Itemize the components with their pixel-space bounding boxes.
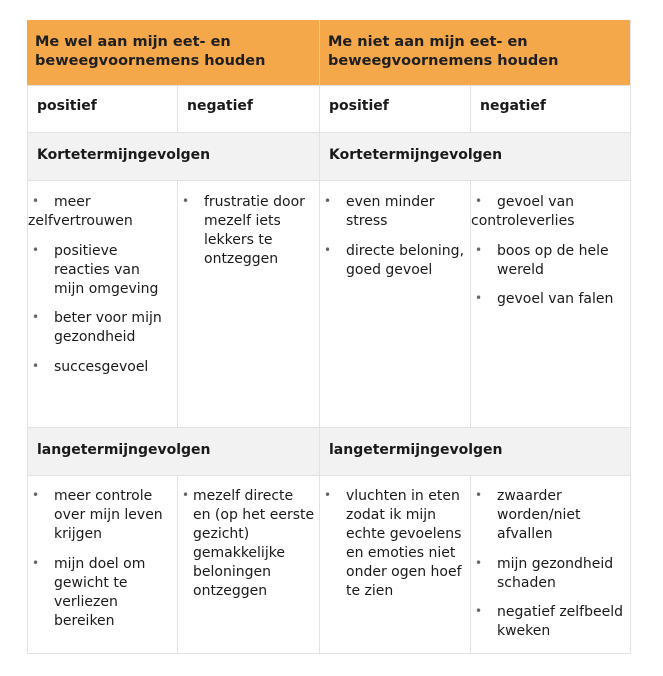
section-label: Kortetermijngevolgen (329, 147, 503, 163)
list-item-text: meer controle over mijn leven krijgen (54, 488, 163, 542)
header-niet-title: Me niet aan mijn eet- en beweegvoornemens houden (328, 34, 559, 69)
list-item (471, 193, 626, 231)
bullet-icon: • (32, 310, 40, 324)
bullet-icon: • (182, 488, 190, 502)
list-item (471, 290, 626, 309)
subheader-label: positief (37, 98, 97, 114)
header-wel (27, 20, 320, 86)
header-wel-title: Me wel aan mijn eet- en beweegvoornemens houden (35, 34, 266, 69)
section-short-term-niet (320, 133, 631, 181)
section-long-term-niet (320, 428, 631, 476)
bullet-icon: • (475, 291, 483, 305)
bullet-icon: • (475, 555, 483, 570)
subheader-niet-positief (320, 86, 471, 133)
long-term-wel-negatief (178, 476, 320, 654)
list-item-text: mijn doel om gewicht te verliezen bereiken (54, 555, 146, 629)
long-term-niet-positief (320, 476, 471, 654)
list-item-text: positieve reacties van mijn omgeving (54, 242, 159, 297)
list-item-text: vluchten in eten zodat ik mijn echte gevoelens en emoties niet onder ogen hoef te zien (346, 488, 462, 599)
short-term-wel-negatief (178, 181, 320, 428)
subheader-label: positief (329, 98, 389, 114)
list-item-text: succesgevoel (54, 358, 149, 375)
list-item (28, 358, 173, 377)
bullet-icon: • (324, 488, 332, 502)
subheader-label: negatief (187, 98, 254, 114)
short-term-niet-negatief (471, 181, 631, 428)
list-item-text: gevoel van controleverlies (471, 194, 575, 229)
section-label: langetermijngevolgen (37, 442, 211, 458)
short-term-niet-positief (320, 181, 471, 428)
subheader-niet-negatief (471, 86, 631, 133)
long-term-niet-negatief (471, 476, 631, 654)
list-item (28, 309, 173, 347)
bullet-icon: • (32, 242, 40, 257)
long-term-wel-positief (27, 476, 178, 654)
bullet-icon: • (324, 242, 332, 257)
subheader-label: negatief (480, 98, 547, 114)
bullet-icon: • (475, 604, 483, 618)
header-niet (320, 20, 631, 86)
section-label: langetermijngevolgen (329, 442, 503, 458)
bullet-icon: • (475, 242, 483, 257)
list-item (178, 487, 315, 601)
list-item (28, 555, 173, 631)
list-item-text: gevoel van falen (497, 291, 614, 307)
subheader-wel-positief (27, 86, 178, 133)
subheader-wel-negatief (178, 86, 320, 133)
list-item (28, 487, 173, 544)
list-item (178, 193, 315, 269)
list-item-text: even minder stress (346, 194, 435, 229)
list-item-text: negatief zelfbeeld kweken (497, 604, 623, 639)
bullet-icon: • (475, 488, 483, 502)
list-item (471, 603, 626, 641)
list-item (320, 487, 466, 601)
list-item (320, 242, 466, 280)
list-item-text: directe beloning, goed gevoel (346, 242, 465, 278)
section-label: Kortetermijngevolgen (37, 147, 211, 163)
list-item-text: meer zelfvertrouwen (28, 194, 133, 229)
bullet-icon: • (32, 194, 40, 208)
list-item (28, 193, 173, 231)
bullet-icon: • (32, 488, 40, 502)
list-item-text: mijn gezondheid schaden (497, 555, 614, 591)
list-item-text: beter voor mijn gezondheid (54, 310, 162, 345)
list-item (28, 242, 173, 299)
section-long-term-wel (27, 428, 320, 476)
consequences-table (27, 20, 631, 654)
list-item-text: boos op de hele wereld (497, 242, 609, 278)
short-term-wel-positief (27, 181, 178, 428)
list-item (320, 193, 466, 231)
list-item-text: frustratie door mezelf iets lekkers te ontzeggen (204, 194, 305, 267)
list-item (471, 555, 626, 593)
bullet-icon: • (475, 194, 483, 208)
bullet-icon: • (32, 358, 40, 373)
list-item-text: zwaarder worden/niet afvallen (497, 488, 581, 542)
list-item-text: mezelf directe en (op het eerste gezicht) gemakkelijke beloningen ontzeggen (193, 488, 315, 599)
list-item (471, 487, 626, 544)
bullet-icon: • (182, 194, 190, 208)
list-item (471, 242, 626, 280)
bullet-icon: • (324, 194, 332, 208)
section-short-term-wel (27, 133, 320, 181)
bullet-icon: • (32, 555, 40, 570)
